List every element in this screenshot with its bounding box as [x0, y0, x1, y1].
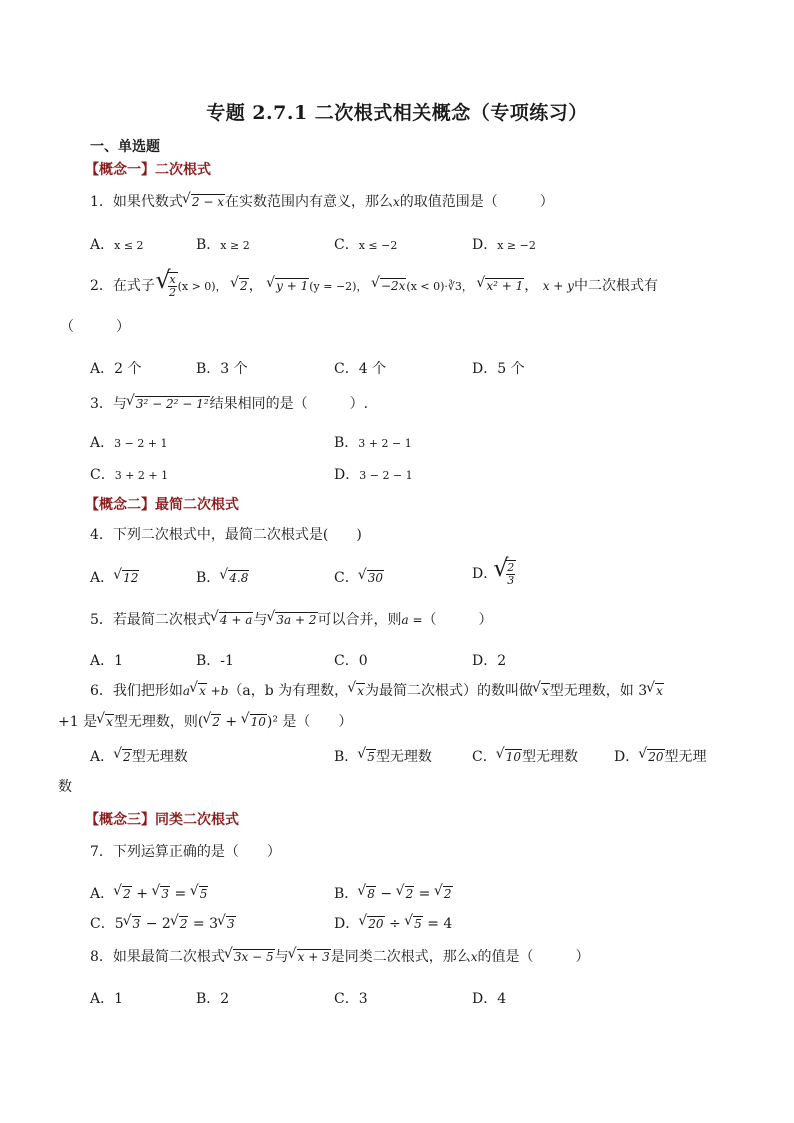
question-2: 2．在式子 √ $\frac{x}{2}$ (x > 0)， √ 2， √ y + 1(y = −2)， √ −2x(x < 0)·∛3， √ x² + 1， x + y中二次根式有	[90, 272, 658, 299]
q2-option-a: A．2 个	[90, 361, 142, 377]
question-4: 4．下列二次根式中，最简二次根式是( )	[90, 527, 362, 543]
question-7: 7．下列运算正确的是（ ）	[90, 844, 281, 860]
question-3: 3．与√ 3² − 2² − 1²结果相同的是（ ）.	[90, 395, 368, 413]
q6-option-b: B．√ 5型无理数	[334, 746, 432, 766]
q4-option-d: D． √ $\frac{2}{3}$	[472, 560, 516, 587]
q8-option-c: C．3	[334, 991, 368, 1007]
q1-option-c: C．x ≤ −2	[334, 237, 398, 253]
question-6: 6．我们把形如a√ x +b（a，b 为有理数，√ x为最简二次根式）的数叫做√ x型无理数，如 3√ x	[90, 682, 664, 700]
q7-option-c: C．5√ 3 − 2√ 2 = 3√ 3	[90, 913, 236, 933]
q3-option-b: B．3 + 2 − 1	[334, 435, 412, 451]
section-heading: 一、单选题	[90, 139, 160, 155]
q6-option-c: C．√ 10型无理数	[472, 746, 578, 766]
concept-heading-2: 【概念二】最简二次根式	[85, 497, 239, 513]
q6-option-a: A．√ 2型无理数	[90, 746, 188, 766]
radical-fraction: √ $\frac{x}{2}$	[167, 272, 177, 299]
q2-paren: （ ）	[60, 319, 130, 335]
q5-option-c: C．0	[334, 653, 368, 669]
q3-option-a: A．3 − 2 + 1	[90, 435, 168, 451]
question-number: 1．	[90, 194, 113, 210]
question-5: 5．若最简二次根式√ 4 + a与√ 3a + 2可以合并，则a =（ ）	[90, 611, 493, 629]
q2-option-c: C．4 个	[334, 361, 387, 377]
q5-option-d: D．2	[472, 653, 507, 669]
q2-option-d: D．5 个	[472, 361, 525, 377]
q1-option-d: D．x ≥ −2	[472, 237, 536, 253]
question-8: 8．如果最简二次根式√ 3x − 5与√ x + 3是同类二次根式，那么x的值是（ ）	[90, 948, 590, 966]
q7-option-b: B．√ 8 − √ 2 = √ 2	[334, 883, 453, 903]
page-title: 专题 2.7.1 二次根式相关概念（专项练习）	[206, 102, 588, 124]
q8-option-b: B．2	[196, 991, 230, 1007]
radical: √ 2 − x	[191, 194, 225, 209]
q4-option-a: A．√ 12	[90, 567, 139, 587]
q3-option-c: C．3 + 2 + 1	[90, 467, 169, 483]
q8-option-a: A．1	[90, 991, 124, 1007]
q4-option-b: B．√ 4.8	[196, 567, 249, 587]
q1-option-b: B．x ≥ 2	[196, 237, 250, 253]
q6-option-d-wrap: 数	[58, 779, 72, 795]
q6-option-d: D．√ 20型无理	[614, 746, 707, 766]
q7-option-a: A．√ 2 + √ 3 = √ 5	[90, 883, 208, 903]
question-6-line-2: +1 是√ x型无理数，则(√ 2 + √ 10)² 是（ ）	[58, 713, 352, 731]
q3-option-d: D．3 − 2 − 1	[334, 467, 413, 483]
q4-option-c: C．√ 30	[334, 567, 384, 587]
concept-heading-1: 【概念一】二次根式	[85, 162, 211, 178]
q5-option-b: B．-1	[196, 653, 234, 669]
q8-option-d: D．4	[472, 991, 507, 1007]
concept-heading-3: 【概念三】同类二次根式	[85, 812, 239, 828]
q7-option-d: D．√ 20 ÷ √ 5 = 4	[334, 913, 452, 933]
q2-option-b: B．3 个	[196, 361, 248, 377]
q1-option-a: A．x ≤ 2	[90, 237, 144, 253]
question-1: 1．如果代数式√ 2 − x在实数范围内有意义，那么x的取值范围是（ ）	[90, 193, 554, 211]
q5-option-a: A．1	[90, 653, 124, 669]
